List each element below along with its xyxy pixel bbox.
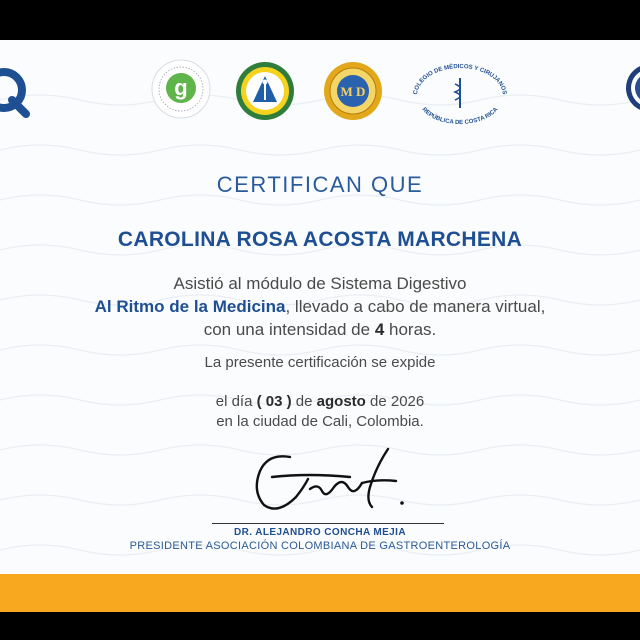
logo-d-top-text: COLEGIO DE MÉDICOS Y CIRUJANOS bbox=[412, 63, 508, 96]
partial-logo-right bbox=[624, 60, 640, 116]
date-day: ( 03 ) bbox=[256, 393, 292, 410]
date-mid: de bbox=[291, 393, 317, 410]
issue-date-block bbox=[0, 392, 640, 432]
certificate bbox=[0, 40, 640, 612]
signer-title: PRESIDENTE ASOCIACIÓN COLOMBIANA DE GASTROENTEROLOGÍA bbox=[129, 540, 511, 552]
md-seal-logo bbox=[322, 60, 384, 122]
issue-date-line bbox=[0, 392, 640, 412]
date-year: de 2026 bbox=[365, 393, 425, 410]
logo-a-letter: g bbox=[174, 75, 188, 100]
date-month: agosto bbox=[316, 393, 366, 410]
attendance-line-1: Asistió al módulo de Sistema Digestivo bbox=[173, 274, 467, 293]
costa-rica-medical-college-logo bbox=[405, 56, 515, 126]
logo-d-bottom-text: REPÚBLICA DE COSTA RICA bbox=[420, 106, 500, 126]
svg-text:REPÚBLICA DE COSTA RICA bbox=[421, 106, 500, 126]
issue-place-line: en la ciudad de Cali, Colombia. bbox=[216, 413, 424, 430]
signature-line bbox=[212, 523, 444, 524]
medical-society-seal-logo bbox=[234, 60, 296, 122]
hours-value: 4 bbox=[374, 320, 385, 339]
program-name: Al Ritmo de la Medicina bbox=[94, 297, 286, 316]
intensity-prefix: con una intensidad de bbox=[203, 320, 375, 339]
certificate-heading: CERTIFICAN QUE bbox=[216, 172, 424, 197]
attendance-line-3 bbox=[0, 318, 640, 341]
intensity-suffix: horas. bbox=[384, 320, 437, 339]
issuance-statement: La presente certificación se expide bbox=[204, 354, 436, 371]
bottom-orange-band bbox=[0, 574, 640, 612]
signer-name: DR. ALEJANDRO CONCHA MEJIA bbox=[234, 527, 406, 538]
attendance-statement bbox=[0, 272, 640, 341]
date-prefix: el día bbox=[215, 393, 257, 410]
attendance-line-2-rest: , llevado a cabo de manera virtual, bbox=[285, 297, 546, 316]
gastroenterology-association-logo bbox=[150, 58, 212, 120]
recipient-name: CAROLINA ROSA ACOSTA MARCHENA bbox=[117, 228, 523, 251]
partial-logo-left bbox=[0, 62, 32, 118]
attendance-line-2 bbox=[0, 295, 640, 318]
handwritten-signature bbox=[238, 443, 418, 515]
logo-c-letters: M D bbox=[340, 84, 366, 99]
